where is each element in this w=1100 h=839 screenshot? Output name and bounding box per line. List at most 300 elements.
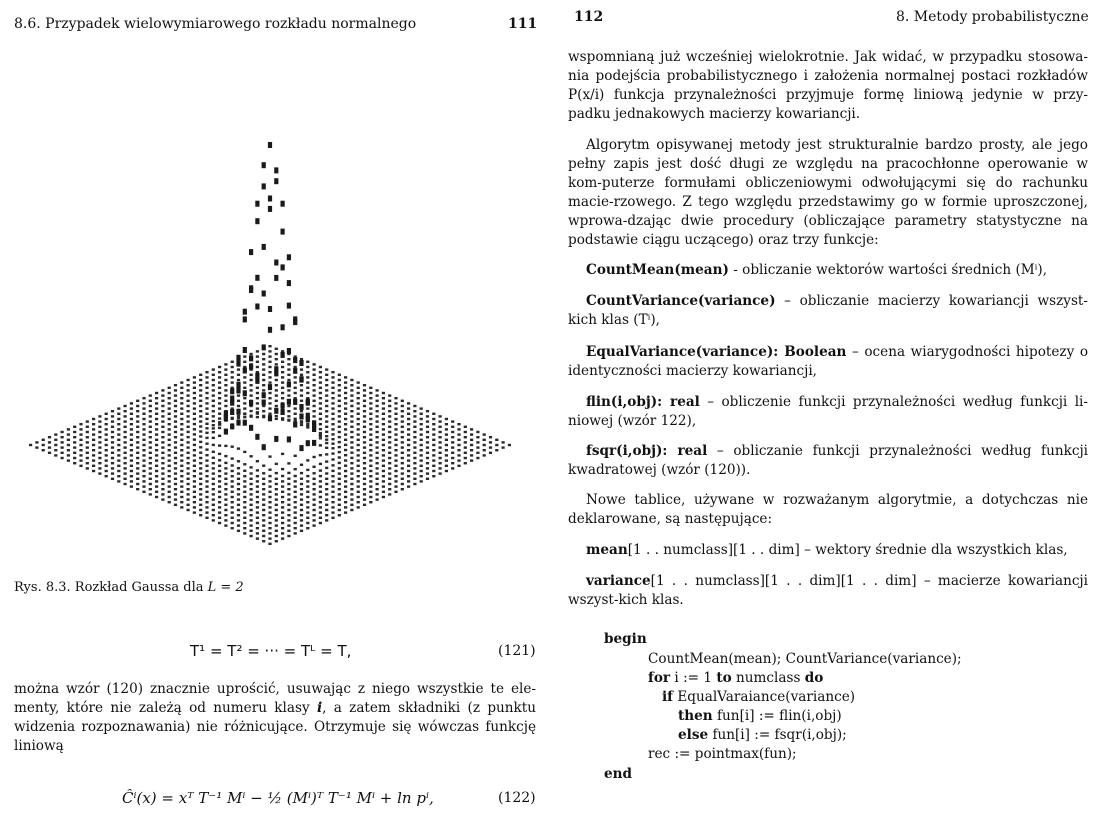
surface-mark [79,459,82,461]
surface-mark [149,472,152,474]
surface-mark [262,379,265,381]
surface-mark [218,392,221,394]
surface-mark [300,394,303,396]
surface-mark [357,387,360,389]
surface-mark [218,387,221,389]
surface-mark [168,413,171,415]
surface-mark [357,465,360,467]
surface-mark [268,402,271,404]
surface-mark [249,425,253,431]
surface-mark [319,469,322,471]
surface-mark [205,470,208,472]
surface-mark [255,275,259,281]
surface-mark [212,420,215,422]
surface-mark [394,397,397,399]
surface-mark [256,361,259,363]
surface-mark [205,506,208,508]
surface-mark [180,433,183,435]
surface-mark [256,460,259,462]
surface-mark [105,454,108,456]
surface-mark [363,415,366,417]
surface-mark [255,218,259,224]
surface-mark [224,384,227,386]
surface-mark [205,443,208,445]
surface-mark [489,452,492,454]
surface-mark [218,511,221,513]
surface-mark [149,462,152,464]
surface-mark [218,496,221,498]
surface-mark [205,418,208,420]
surface-mark [130,449,133,451]
surface-mark [155,397,158,399]
surface-mark [331,447,334,449]
surface-mark [287,374,290,376]
surface-mark [325,498,328,500]
surface-mark [426,446,429,448]
surface-mark [243,496,246,498]
surface-mark [325,467,328,469]
surface-mark [338,478,341,480]
surface-mark [212,504,215,506]
surface-mark [325,384,328,386]
surface-mark [111,478,114,480]
surface-mark [407,433,410,435]
surface-mark [344,506,347,508]
surface-mark [205,413,208,415]
surface-mark [350,420,353,422]
surface-mark [136,483,139,485]
surface-mark [357,459,360,461]
surface-mark [299,404,303,410]
surface-mark [105,459,108,461]
surface-mark [262,344,266,350]
surface-mark [331,428,334,430]
surface-mark [130,459,133,461]
item-countvariance: CountVariance(variance) – obliczanie macierzy kowariancji wszyst-kich klas (Tⁱ), [568,293,1088,328]
surface-mark [300,488,303,490]
surface-mark [325,431,328,433]
surface-mark [130,480,133,482]
surface-mark [262,535,265,537]
surface-mark [256,506,259,508]
surface-mark [445,454,448,456]
surface-mark [495,449,498,451]
surface-mark [350,426,353,428]
surface-mark [319,522,322,524]
surface-mark [124,462,127,464]
surface-mark [388,478,391,480]
surface-mark [243,407,246,409]
surface-mark [155,470,158,472]
surface-mark [306,496,309,498]
surface-mark [388,405,391,407]
surface-mark [268,475,271,477]
surface-mark [275,353,278,355]
surface-mark [142,418,145,420]
surface-mark [180,454,183,456]
surface-mark [205,517,208,519]
surface-mark [331,464,334,466]
surface-mark [262,389,265,391]
surface-mark [388,457,391,459]
surface-mark [174,441,177,443]
surface-mark [344,376,347,378]
surface-mark [161,420,164,422]
surface-mark [445,465,448,467]
surface-mark [382,454,385,456]
surface-mark [407,454,410,456]
surface-mark [300,472,303,474]
surface-mark [344,491,347,493]
surface-mark [98,452,101,454]
surface-mark [174,452,177,454]
surface-mark [180,402,183,404]
surface-mark [168,485,171,487]
surface-mark [268,501,271,503]
surface-mark [287,358,290,360]
surface-mark [212,379,215,381]
surface-mark [54,433,57,435]
surface-mark [187,415,190,417]
surface-mark [243,470,246,472]
surface-mark [319,407,322,409]
surface-mark [388,472,391,474]
surface-mark [161,405,164,407]
surface-mark [180,491,183,493]
surface-mark [331,418,334,420]
surface-mark [350,457,353,459]
surface-mark [451,457,454,459]
surface-mark [451,446,454,448]
surface-mark [130,475,133,477]
surface-mark [256,407,259,409]
surface-mark [136,472,139,474]
surface-mark [394,449,397,451]
surface-mark [420,407,423,409]
surface-mark [470,454,473,456]
surface-mark [155,496,158,498]
surface-mark [432,449,435,451]
surface-mark [155,418,158,420]
surface-mark [262,493,265,495]
surface-mark [117,454,120,456]
surface-mark [250,466,253,468]
surface-mark [344,480,347,482]
surface-mark [155,480,158,482]
surface-mark [357,433,360,435]
surface-mark [300,483,303,485]
surface-mark [300,424,303,426]
surface-mark [193,392,196,394]
surface-mark [262,483,265,485]
surface-mark [369,444,372,446]
surface-mark [199,462,202,464]
surface-mark [300,524,303,526]
surface-mark [331,506,334,508]
surface-mark [136,441,139,443]
page-number-left: 111 [508,16,538,32]
surface-mark [187,410,190,412]
surface-mark [218,453,221,455]
surface-mark [73,441,76,443]
surface-mark [67,444,70,446]
surface-mark [180,501,183,503]
surface-mark [92,454,95,456]
surface-mark [300,421,303,423]
surface-mark [199,467,202,469]
surface-mark [136,431,139,433]
surface-mark [275,418,278,420]
code-line-4: then fun[i] := flin(i,obj) [678,708,842,724]
surface-mark [224,389,227,391]
surface-mark [413,436,416,438]
surface-mark [193,381,196,383]
surface-mark [250,410,253,412]
surface-mark [363,400,366,402]
surface-mark [199,441,202,443]
surface-mark [401,472,404,474]
surface-mark [205,407,208,409]
surface-mark [281,392,284,394]
surface-mark [262,410,265,412]
surface-mark [312,440,316,446]
surface-mark [331,392,334,394]
surface-mark [407,439,410,441]
surface-mark [439,446,442,448]
surface-mark [205,496,208,498]
surface-mark [388,462,391,464]
surface-mark [256,522,259,524]
surface-mark [369,449,372,451]
surface-mark [205,454,208,456]
surface-mark [338,509,341,511]
surface-mark [338,498,341,500]
surface-mark [262,498,265,500]
surface-mark [193,444,196,446]
surface-mark [300,493,303,495]
surface-mark [250,483,253,485]
surface-mark [142,402,145,404]
surface-mark [174,436,177,438]
surface-mark [313,514,316,516]
surface-mark [79,454,82,456]
surface-mark [344,454,347,456]
surface-mark [376,488,379,490]
surface-mark [130,407,133,409]
surface-mark [369,470,372,472]
surface-mark [401,441,404,443]
surface-mark [350,509,353,511]
surface-mark [313,410,316,412]
surface-mark [281,229,285,235]
surface-mark [250,379,253,381]
surface-mark [457,428,460,430]
surface-mark [193,428,196,430]
surface-mark [287,472,290,474]
surface-mark [394,439,397,441]
surface-mark [350,394,353,396]
surface-mark [243,316,247,322]
surface-mark [338,483,341,485]
surface-mark [136,452,139,454]
surface-mark [174,426,177,428]
surface-mark [338,420,341,422]
surface-mark [401,431,404,433]
surface-mark [149,441,152,443]
surface-mark [142,423,145,425]
surface-mark [155,392,158,394]
surface-mark [256,511,259,513]
surface-mark [401,478,404,480]
surface-mark [92,439,95,441]
surface-mark [420,459,423,461]
surface-mark [281,366,284,368]
surface-mark [174,493,177,495]
surface-mark [350,431,353,433]
surface-mark [243,506,246,508]
surface-mark [363,410,366,412]
surface-mark [117,449,120,451]
surface-mark [420,470,423,472]
right-page [560,0,1100,839]
surface-mark [237,400,240,402]
surface-mark [155,439,158,441]
surface-mark [86,457,89,459]
surface-mark [67,428,70,430]
surface-mark [325,435,328,437]
surface-mark [357,449,360,451]
surface-mark [401,462,404,464]
surface-mark [495,444,498,446]
surface-mark [344,423,347,425]
surface-mark [287,254,291,260]
surface-mark [319,413,322,415]
surface-mark [237,509,240,511]
surface-mark [426,420,429,422]
surface-mark [350,379,353,381]
surface-mark [79,433,82,435]
surface-mark [457,449,460,451]
surface-mark [294,527,297,529]
surface-mark [274,167,278,173]
surface-mark [420,413,423,415]
surface-mark [325,460,328,462]
surface-mark [243,491,246,493]
surface-mark [294,480,297,482]
surface-mark [426,472,429,474]
paragraph-1: wspomnianą już wcześniej wielokrotnie. Jak widać, w przypadku stosowa-nia podejścia probabilistycznego i założenia normalnej postaci rozkładów P(x/i) funkcja przynależności przyjmuje formę liniową jedynie w przy-padku jednakowych macierzy kowariancji. [568,49,1088,122]
surface-mark [168,470,171,472]
surface-mark [124,415,127,417]
surface-mark [344,501,347,503]
surface-mark [117,475,120,477]
surface-mark [205,397,208,399]
surface-mark [464,446,467,448]
surface-mark [255,373,259,379]
surface-mark [325,368,328,370]
surface-mark [256,485,259,487]
surface-mark [306,399,310,405]
surface-mark [401,436,404,438]
surface-mark [319,371,322,373]
surface-mark [445,459,448,461]
surface-mark [224,524,227,526]
surface-mark [205,423,208,425]
surface-mark [432,439,435,441]
surface-mark [237,524,240,526]
surface-mark [231,381,234,383]
item-equalvariance: EqualVariance(variance): Boolean – ocena wiarygodności hipotezy o identyczności macierzy kowariancji, [568,344,1089,379]
surface-mark [193,397,196,399]
surface-mark [268,480,271,482]
surface-mark [319,381,322,383]
surface-mark [306,485,309,487]
surface-mark [174,457,177,459]
surface-mark [199,504,202,506]
surface-mark [168,465,171,467]
surface-mark [67,459,70,461]
surface-mark [67,449,70,451]
surface-mark [451,426,454,428]
surface-mark [439,441,442,443]
surface-mark [363,426,366,428]
surface-mark [388,441,391,443]
surface-mark [294,506,297,508]
surface-mark [338,514,341,516]
surface-mark [319,423,322,425]
surface-mark [439,457,442,459]
surface-mark [187,498,190,500]
surface-mark [445,444,448,446]
surface-mark [79,439,82,441]
surface-mark [369,387,372,389]
surface-mark [382,392,385,394]
surface-mark [306,425,309,427]
surface-mark [344,413,347,415]
surface-mark [193,470,196,472]
surface-mark [149,493,152,495]
surface-mark [212,451,215,453]
surface-mark [231,464,234,466]
surface-mark [325,488,328,490]
surface-mark [149,446,152,448]
surface-mark [319,432,322,434]
surface-mark [168,418,171,420]
surface-mark [275,540,278,542]
surface-mark [218,470,221,472]
surface-mark [382,449,385,451]
surface-mark [243,480,246,482]
surface-mark [394,470,397,472]
surface-mark [300,464,303,466]
surface-mark [401,488,404,490]
surface-mark [79,428,82,430]
surface-mark [193,480,196,482]
surface-mark [350,472,353,474]
surface-mark [413,457,416,459]
surface-mark [306,361,309,363]
surface-mark [187,379,190,381]
surface-mark [149,400,152,402]
surface-mark [224,493,227,495]
surface-mark [180,485,183,487]
surface-mark [420,475,423,477]
surface-mark [199,405,202,407]
surface-mark [299,376,303,382]
surface-mark [388,400,391,402]
surface-mark [98,426,101,428]
surface-mark [451,462,454,464]
